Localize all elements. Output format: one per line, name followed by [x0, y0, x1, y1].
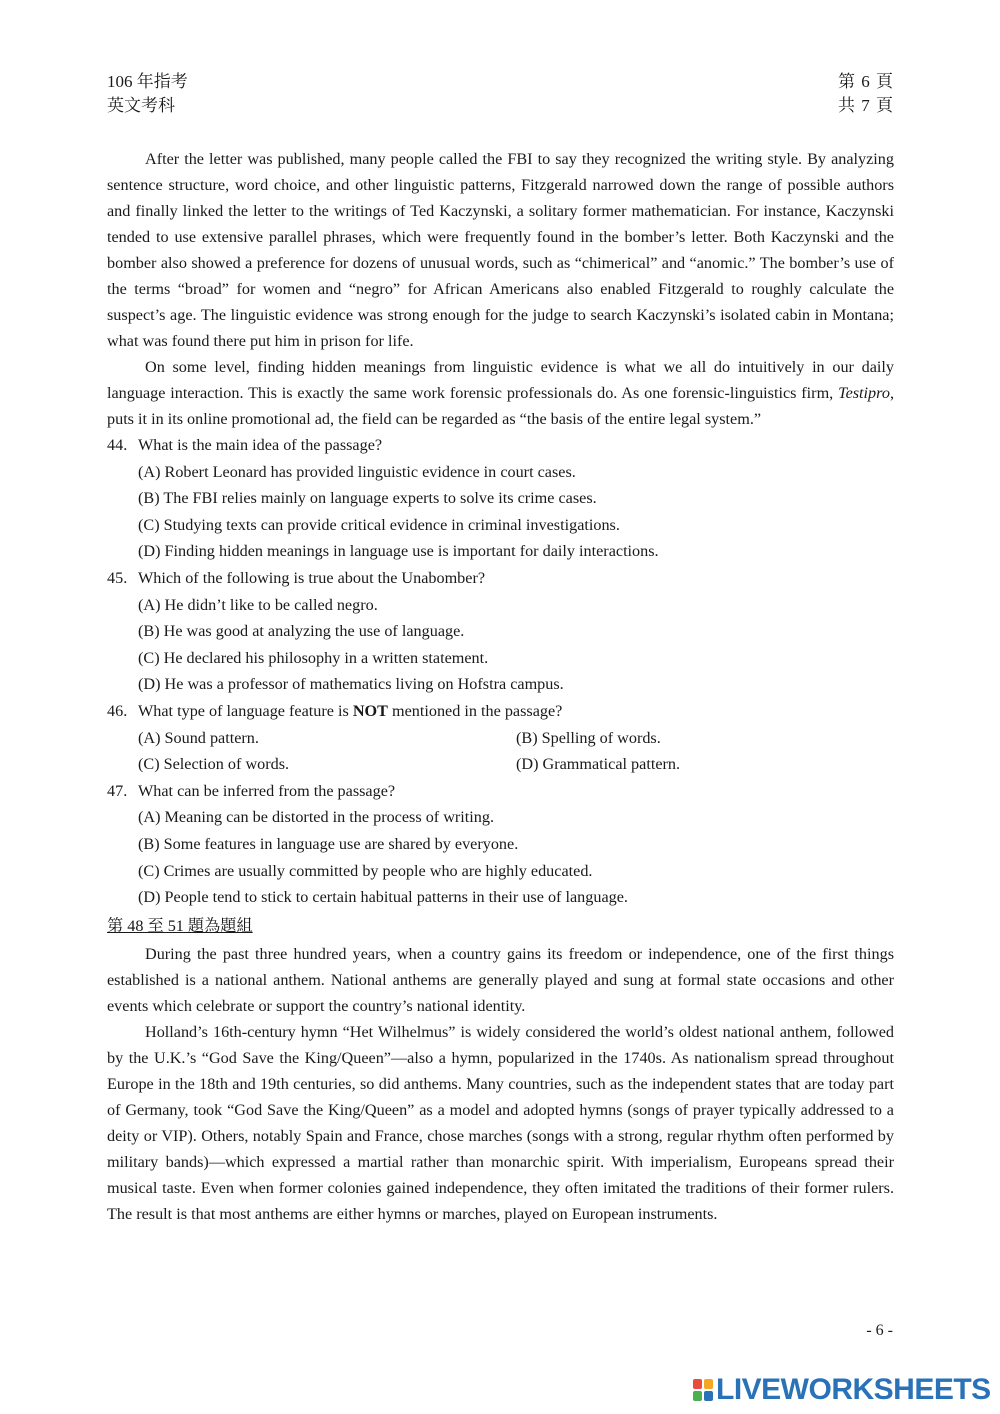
page-number: - 6 -	[866, 1322, 893, 1339]
logo-text: LIVEWORKSHEETS	[716, 1373, 991, 1406]
answer-option-a[interactable]: (A) Sound pattern.	[138, 728, 259, 747]
answer-option-a[interactable]: (A) Robert Leonard has provided linguistic evidence in court cases.	[138, 462, 576, 481]
exam-title	[107, 70, 188, 118]
answer-option-d[interactable]: (D) He was a professor of mathematics living on Hofstra campus.	[138, 675, 564, 694]
firm-name: Testipro	[838, 384, 890, 402]
exam-page	[107, 70, 894, 1227]
liveworksheets-logo-icon	[693, 1379, 713, 1401]
question-number: 47.	[107, 781, 128, 800]
options-row-1	[107, 725, 894, 752]
question-44	[107, 432, 894, 565]
question-group-title: 第 48 至 51 題為題組	[107, 916, 253, 935]
answer-option-c[interactable]: (C) Selection of words.	[138, 755, 290, 774]
answer-option-a[interactable]: (A) Meaning can be distorted in the process of writing.	[138, 808, 495, 827]
passage-paragraph-2	[107, 354, 894, 432]
total-pages-label: 共 7 頁	[838, 96, 894, 115]
question-number: 44.	[107, 436, 128, 454]
stem-text-end: mentioned in the passage?	[387, 701, 563, 720]
answer-option-c[interactable]: (C) He declared his philosophy in a written statement.	[138, 648, 489, 667]
question-stem: What is the main idea of the passage?	[138, 436, 383, 454]
answer-option-d[interactable]: (D) Grammatical pattern.	[516, 755, 681, 774]
question-47	[107, 778, 894, 911]
answer-option-a[interactable]: (A) He didn’t like to be called negro.	[138, 595, 378, 614]
passage-paragraph-3: During the past three hundred years, when a country gains its freedom or independence, one of the first things established is a national anthem. National anthems are generally played and sung at formal state occasions and other events which celebrate or support the country’s national identity.	[107, 944, 894, 1015]
options-row-2	[107, 751, 894, 778]
current-page-label: 第 6 頁	[838, 72, 894, 91]
answer-option-d[interactable]: (D) Finding hidden meanings in language use is important for daily interactions.	[138, 542, 659, 561]
page-indicator	[838, 70, 894, 118]
passage-paragraph-4: Holland’s 16th-century hymn “Het Wilhelmus” is widely considered the world’s oldest national anthem, followed by the U.K.’s “God Save the King/Queen”—also a hymn, popularized in the 1740s. As nationalism spread throughout Europe in the 18th and 19th centuries, so did anthems. Many countries, such as the independent states that are today part of Germany, took “God Save the King/Queen” as a model and adopted hymns (songs of prayer typically addressed to a deity or VIP). Others, notably Spain and France, chose marches (songs with a strong, regular rhythm often performed by military bands)—which expressed a martial rather than monarchic spirit. With imperialism, Europeans spread their musical taste. Even when former colonies gained independence, they often imitated the traditions of their former rulers. The result is that most anthems are either hymns or marches, played on European instruments.	[107, 1022, 894, 1223]
stem-text-start: What type of language feature is	[138, 701, 353, 720]
exam-subject-label: 英文考科	[107, 96, 175, 115]
question-number: 45.	[107, 568, 128, 587]
answer-option-b[interactable]: (B) Spelling of words.	[516, 728, 661, 747]
answer-option-b[interactable]: (B) He was good at analyzing the use of language.	[138, 622, 465, 641]
question-46	[107, 698, 894, 778]
answer-option-d[interactable]: (D) People tend to stick to certain habitual patterns in their use of language.	[138, 888, 628, 907]
liveworksheets-logo	[693, 1374, 991, 1406]
paragraph-2-text-start: On some level, finding hidden meanings from linguistic evidence is what we all do intuitively in our daily language interaction. This is exactly the same work forensic professionals do. As one forensic-linguistics firm,	[107, 358, 894, 402]
stem-emphasis: NOT	[352, 701, 388, 720]
paragraph-2-text-end: , puts it in its online promotional ad, the field can be regarded as “the basis of the entire legal system.”	[107, 384, 894, 428]
answer-option-b[interactable]: (B) The FBI relies mainly on language experts to solve its crime cases.	[138, 489, 597, 508]
answer-option-b[interactable]: (B) Some features in language use are shared by everyone.	[138, 834, 519, 853]
question-stem: Which of the following is true about the Unabomber?	[138, 568, 486, 587]
page-header	[107, 70, 894, 122]
passage-paragraph-1: After the letter was published, many people called the FBI to say they recognized the writing style. By analyzing sentence structure, word choice, and other linguistic patterns, Fitzgerald narrowed down the range of possible authors and finally linked the letter to the writings of Ted Kaczynski, a solitary former mathematician. For instance, Kaczynski tended to use extensive parallel phrases, which were frequently found in the bomber’s letter. Both Kaczynski and the bomber also showed a preference for dozens of unusual words, such as “chimerical” and “anomic.” The bomber’s use of the terms “broad” for women and “negro” for African Americans also enabled Fitzgerald to roughly calculate the suspect’s age. The linguistic evidence was strong enough for the judge to search Kaczynski’s isolated cabin in Montana; what was found there put him in prison for life.	[107, 150, 894, 350]
question-number: 46.	[107, 701, 128, 720]
question-45	[107, 565, 894, 698]
answer-option-c[interactable]: (C) Studying texts can provide critical evidence in criminal investigations.	[138, 515, 620, 534]
question-stem	[138, 698, 562, 725]
answer-option-c[interactable]: (C) Crimes are usually committed by people who are highly educated.	[138, 861, 593, 880]
question-stem: What can be inferred from the passage?	[138, 781, 396, 800]
exam-year-label: 106 年指考	[107, 72, 188, 91]
